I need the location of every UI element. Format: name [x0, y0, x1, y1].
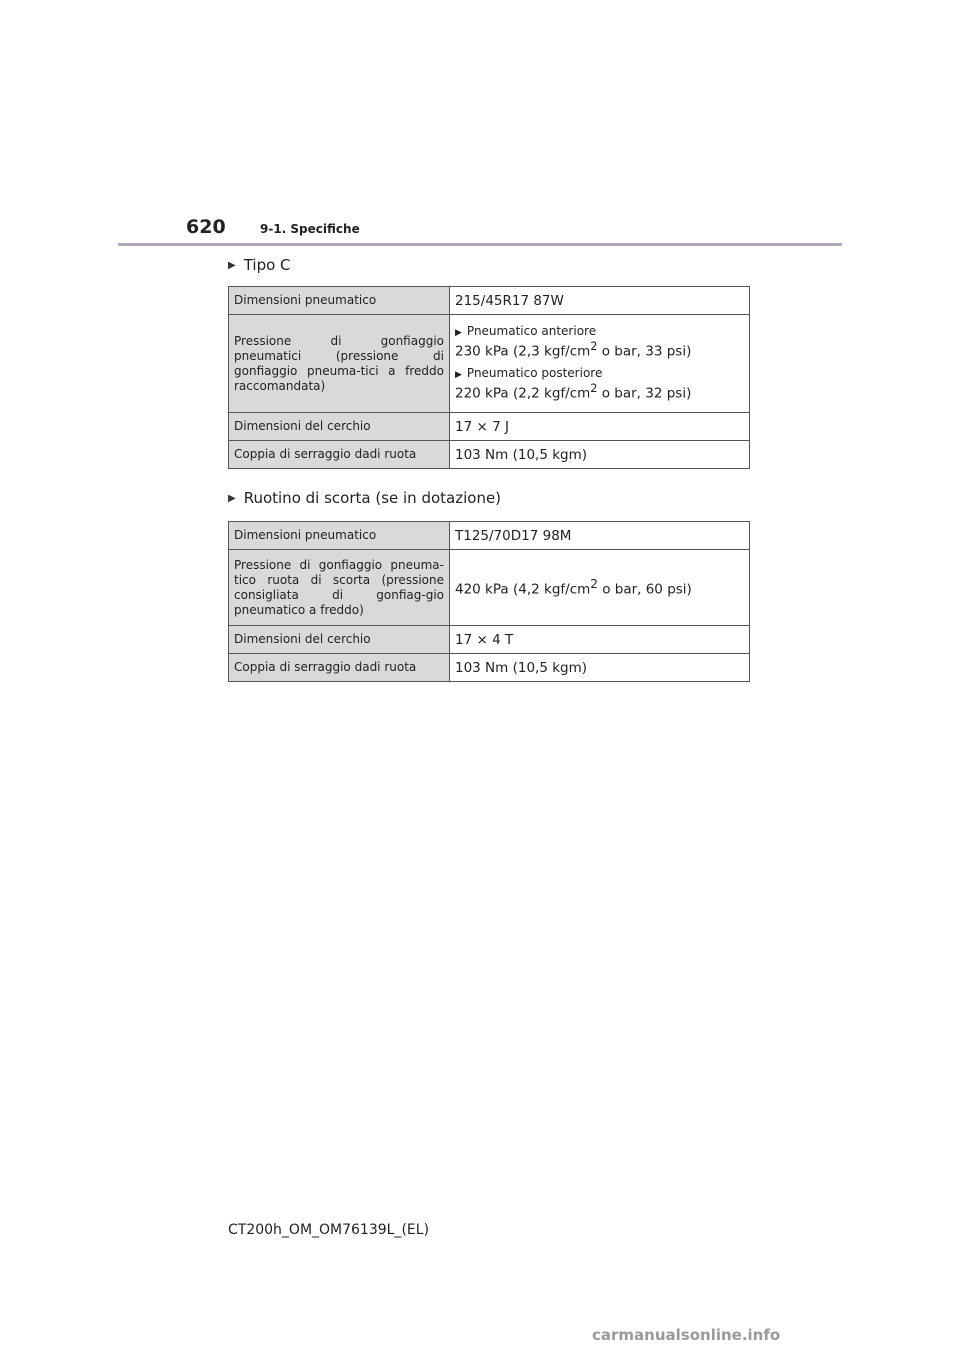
section-heading-ruotino: [228, 489, 501, 507]
front-tire-pressure: 230 kPa (2,3 kgf/$cm^2$ o bar, 33 psi): [455, 340, 692, 360]
row-label: Pressione di gonfiaggio pneumatici (pressione di gonfiaggio pneuma-tici a freddo raccomandata): [229, 315, 450, 413]
row-value: 17 × 4 T: [450, 626, 750, 654]
section-heading-tipo-c: [228, 256, 291, 274]
section-heading-label: Ruotino di scorta (se in dotazione): [243, 489, 502, 507]
triangle-bullet-icon: ▶: [228, 259, 236, 271]
rear-tire-pressure: 220 kPa (2,2 kgf/$cm^2$ o bar, 32 psi): [455, 381, 692, 401]
watermark-link[interactable]: carmanualsonline.info: [592, 1326, 781, 1344]
page-number: 620: [186, 216, 226, 238]
table-row: [229, 522, 750, 550]
row-value: 103 Nm (10,5 kgm): [450, 441, 750, 469]
front-tire-heading: ▶ Pneumatico anteriore: [455, 324, 597, 338]
rear-tire-heading: ▶ Pneumatico posteriore: [455, 365, 603, 380]
row-value: 17 × 7 J: [450, 413, 750, 441]
table-row: [229, 441, 750, 469]
header-divider: [118, 243, 842, 246]
table-row: [229, 413, 750, 441]
row-value: [450, 315, 750, 413]
row-label: Coppia di serraggio dadi ruota: [229, 654, 450, 682]
spec-table-tipo-c: [228, 286, 750, 469]
row-label: Dimensioni pneumatico: [229, 287, 450, 315]
table-row: [229, 626, 750, 654]
table-row: [229, 287, 750, 315]
triangle-bullet-icon: ▶: [228, 492, 236, 504]
triangle-bullet-icon: ▶: [455, 369, 462, 380]
triangle-bullet-icon: ▶: [455, 328, 462, 338]
row-label: Pressione di gonfiaggio pneuma-tico ruota di scorta (pressione consigliata di gonfiag-gio pneumatico a freddo): [229, 550, 450, 626]
section-title: 9-1. Specifiche: [260, 222, 360, 236]
row-label: Dimensioni pneumatico: [229, 522, 450, 550]
spec-table-ruotino: [228, 521, 750, 682]
row-value: 103 Nm (10,5 kgm): [450, 654, 750, 682]
section-heading-label: Tipo C: [243, 256, 291, 274]
row-label: Coppia di serraggio dadi ruota: [229, 441, 450, 469]
row-label: Dimensioni del cerchio: [229, 413, 450, 441]
row-value: 420 kPa (4,2 kgf/$cm^2$ o bar, 60 psi): [450, 550, 750, 626]
row-label: Dimensioni del cerchio: [229, 626, 450, 654]
table-row: [229, 315, 750, 413]
table-row: [229, 550, 750, 626]
table-row: [229, 654, 750, 682]
row-value: 215/45R17 87W: [450, 287, 750, 315]
document-code: CT200h_OM_OM76139L_(EL): [228, 1222, 430, 1238]
row-value: T125/70D17 98M: [450, 522, 750, 550]
